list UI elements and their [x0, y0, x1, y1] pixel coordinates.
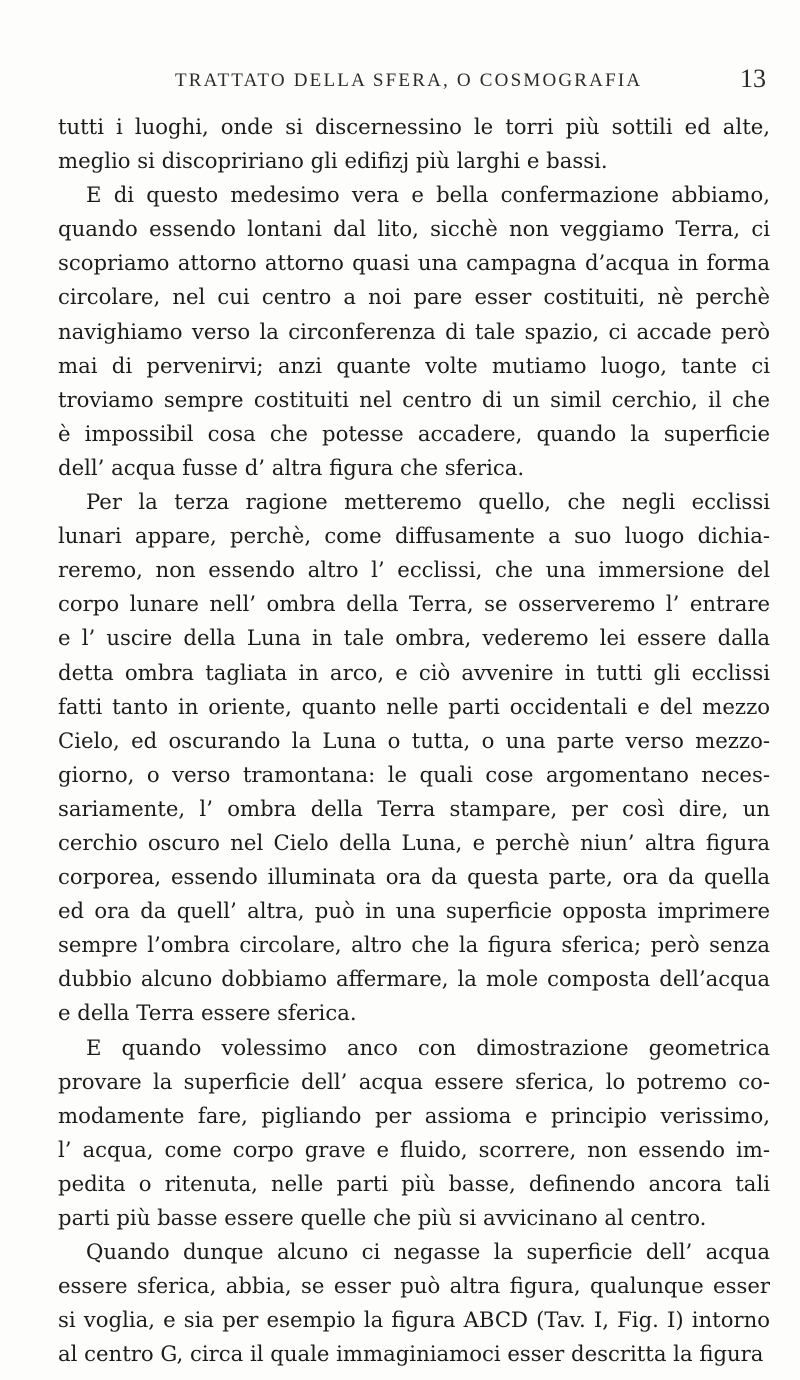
- text-line: dubbio alcuno dobbiamo affermare, la mole composta dell’acqua: [58, 966, 770, 992]
- text-line: dell’ acqua fusse d’ altra figura che sferica.: [58, 454, 525, 480]
- running-title: TRATTATO DELLA SFERA, O COSMOGRAFIA: [175, 70, 643, 91]
- body-text: [58, 110, 770, 1371]
- text-line: circolare, nel cui centro a noi pare esser costituiti, nè perchè: [58, 284, 770, 310]
- text-line: essere sferica, abbia, se esser può altra figura, qualunque esser: [58, 1273, 770, 1299]
- text-line: fatti tanto in oriente, quanto nelle parti occidentali e del mezzo: [58, 693, 770, 719]
- text-line: lunari appare, perchè, come diffusamente a suo luogo dichia-: [58, 523, 770, 549]
- text-line: Per la terza ragione metteremo quello, che negli ecclissi: [86, 489, 770, 515]
- text-line: parti più basse essere quelle che più si avvicinano al centro.: [58, 1205, 707, 1230]
- text-line: tutti i luoghi, onde si discernessino le torri più sottili ed alte,: [58, 114, 770, 139]
- text-line: e della Terra essere sferica.: [58, 1000, 357, 1026]
- text-line: ed ora da quell’ altra, può in una superficie opposta imprimere: [58, 898, 770, 924]
- text-line: e l’ uscire della Luna in tale ombra, vederemo lei essere dalla: [58, 625, 770, 651]
- text-line: l’ acqua, come corpo grave e fluido, scorrere, non essendo im-: [58, 1136, 770, 1162]
- text-line: modamente fare, pigliando per assioma e principio verissimo,: [58, 1102, 770, 1128]
- text-line: sariamente, l’ ombra della Terra stampare, per così dire, un: [58, 795, 770, 821]
- text-line: sempre l’ombra circolare, altro che la figura sferica; però senza: [58, 932, 770, 958]
- text-line: pedita o ritenuta, nelle parti più basse, definendo ancora tali: [58, 1170, 770, 1196]
- page-number: 13: [740, 64, 766, 93]
- text-line: E di questo medesimo vera e bella confermazione abbiamo,: [86, 182, 770, 208]
- text-line: è impossibil cosa che potesse accadere, quando la superficie: [58, 420, 770, 446]
- text-line: detta ombra tagliata in arco, e ciò avvenire in tutti gli ecclissi: [58, 659, 770, 685]
- running-head: [0, 62, 800, 102]
- text-line: cerchio oscuro nel Cielo della Luna, e perchè niun’ altra figura: [58, 829, 770, 855]
- text-line: corporea, essendo illuminata ora da questa parte, ora da quella: [58, 864, 770, 890]
- text-line: navighiamo verso la circonferenza di tale spazio, ci accade però: [58, 318, 770, 344]
- text-line: giorno, o verso tramontana: le quali cose argomentano neces-: [58, 761, 770, 787]
- text-line: scopriamo attorno attorno quasi una campagna d’acqua in forma: [58, 250, 770, 276]
- text-line: quando essendo lontani dal lito, sicchè non veggiamo Terra, ci: [58, 216, 770, 242]
- text-line: provare la superficie dell’ acqua essere sferica, lo potremo co-: [58, 1068, 770, 1094]
- text-line: reremo, non essendo altro l’ ecclissi, che una immersione del: [58, 557, 770, 583]
- text-line: E quando volessimo anco con dimostrazione geometrica: [86, 1034, 770, 1060]
- text-line: Quando dunque alcuno ci negasse la superficie dell’ acqua: [86, 1239, 770, 1265]
- text-line: Cielo, ed oscurando la Luna o tutta, o una parte verso mezzo-: [58, 727, 770, 753]
- text-line: troviamo sempre costituiti nel centro di un simil cerchio, il che: [58, 386, 770, 412]
- text-line: meglio si discopririano gli edifizj più larghi e bassi.: [58, 148, 608, 174]
- text-line: al centro G, circa il quale immaginiamoci esser descritta la figura: [58, 1341, 764, 1367]
- text-line: si voglia, e sia per esempio la figura ABCD (Tav. I, Fig. I) intorno: [58, 1307, 770, 1333]
- text-line: corpo lunare nell’ ombra della Terra, se osserveremo l’ entrare: [58, 591, 770, 617]
- text-line: mai di pervenirvi; anzi quante volte mutiamo luogo, tante ci: [58, 352, 770, 378]
